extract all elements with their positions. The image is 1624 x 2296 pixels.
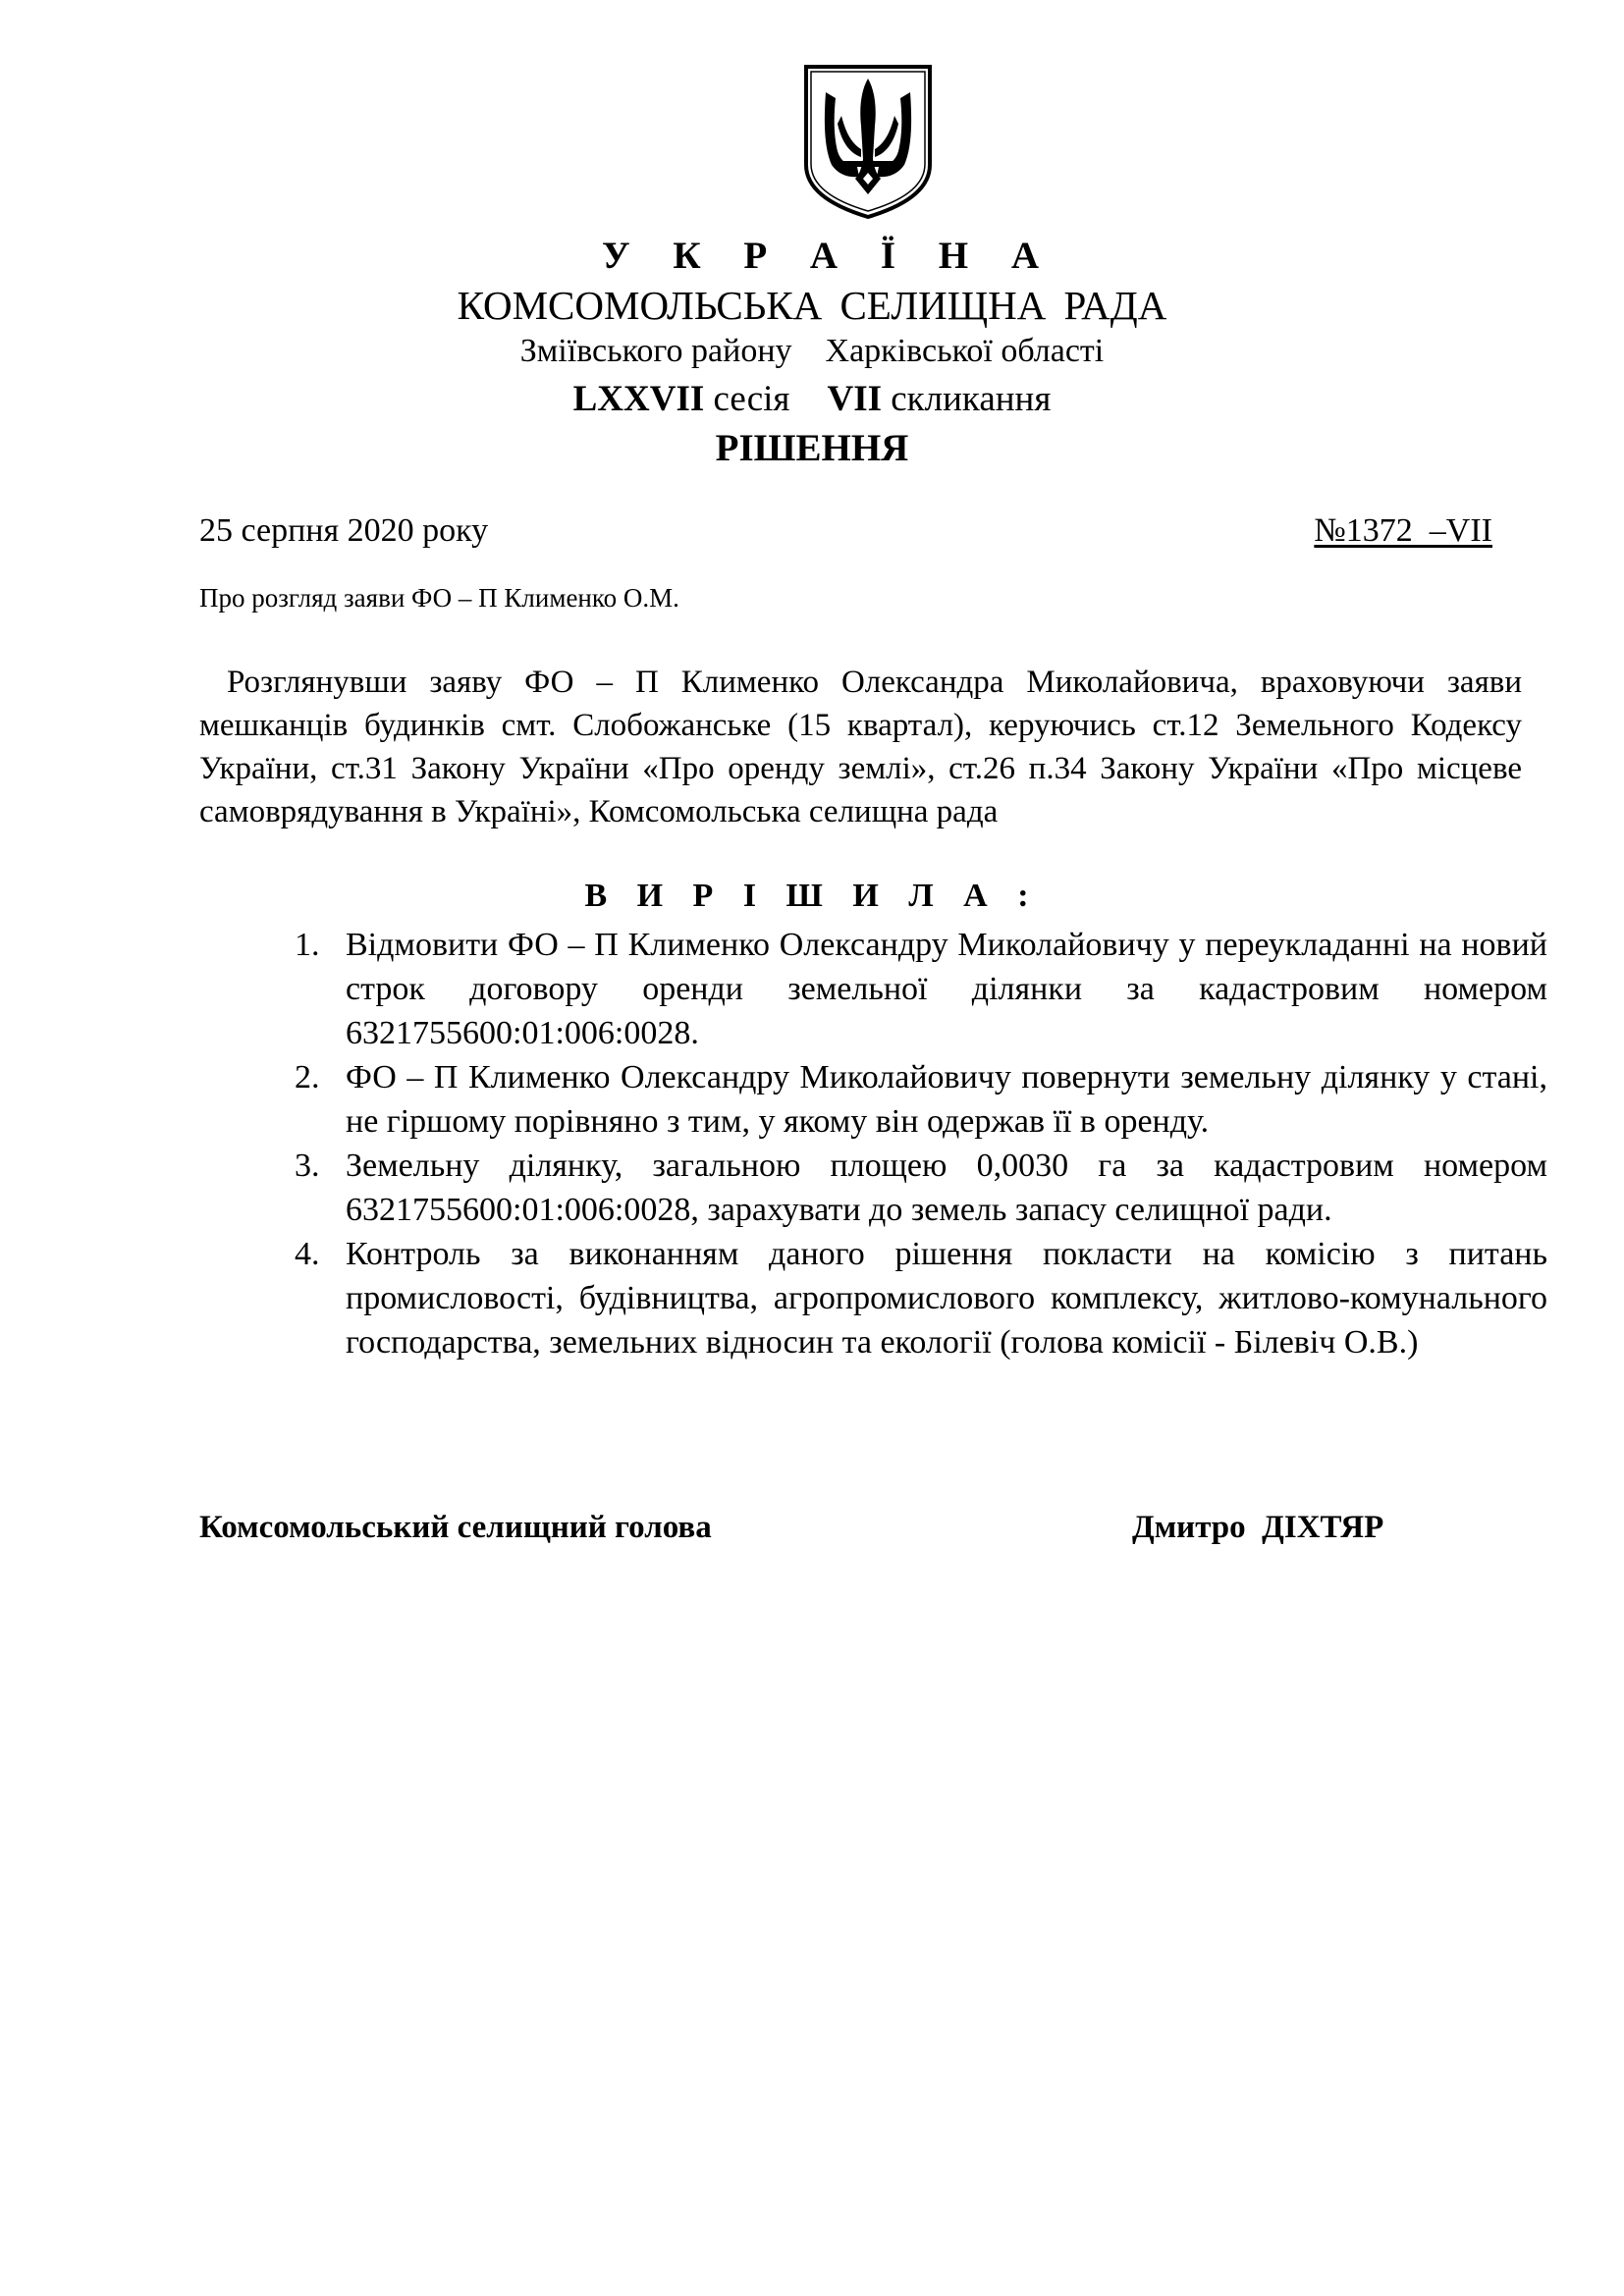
session-word: сесія: [713, 379, 790, 419]
item-number: 2.: [295, 1059, 320, 1095]
region-name: Харківської області: [825, 333, 1105, 369]
convocation-number: VII: [827, 379, 882, 419]
item-text: Контроль за виконанням даного рішення покласти на комісію з питань промисловості, будівництва, агропромислового комплексу, житлово-комунального господарства, земельних відносин та екології (голова комісії - Білевіч О.В.): [346, 1236, 1547, 1361]
decision-item: [295, 923, 1547, 1055]
item-text: Земельну ділянку, загальною площею 0,0030 га за кадастровим номером 6321755600:01:006:0028, зарахувати до земель запасу селищної ради.: [346, 1148, 1547, 1228]
item-number: 3.: [295, 1148, 320, 1184]
item-text: ФО – П Клименко Олександру Миколайовичу повернути земельну ділянку у стані, не гіршому порівняно з тим, у якому він одержав її в оренду.: [346, 1059, 1547, 1140]
country-title: У К Р А Ї Н А: [601, 235, 1056, 277]
session-line: [0, 381, 1624, 417]
decision-item: [295, 1055, 1547, 1144]
district-name: Зміївського району: [519, 333, 792, 369]
decision-number: №1372 –VII: [1314, 512, 1492, 549]
convocation-word: скликання: [891, 379, 1052, 419]
resolved-heading: В И Р І Ш И Л А :: [584, 878, 1040, 914]
council-name: КОМСОМОЛЬСЬКА СЕЛИЩНА РАДА: [457, 283, 1167, 328]
district-line: [0, 335, 1624, 368]
decision-item: [295, 1232, 1547, 1364]
session-number: LXXVII: [572, 379, 705, 419]
item-text: Відмовити ФО – П Клименко Олександру Миколайовичу у переукладанні на новий строк договору оренди земельної ділянки за кадастровим номером 6321755600:01:006:0028.: [346, 927, 1547, 1051]
signature-role: Комсомольський селищний голова: [199, 1510, 712, 1545]
item-number: 4.: [295, 1236, 320, 1272]
decision-items-list: [295, 923, 1547, 1364]
decision-item: [295, 1144, 1547, 1232]
decision-subject: Про розгляд заяви ФО – П Клименко О.М.: [199, 583, 679, 613]
document-type-title: РІШЕННЯ: [715, 427, 909, 469]
trident-coat-of-arms-icon: [802, 63, 934, 220]
decision-date: 25 серпня 2020 року: [199, 512, 489, 549]
signature-name: Дмитро ДІХТЯР: [1132, 1510, 1384, 1545]
item-number: 1.: [295, 927, 320, 963]
preamble-paragraph: Розглянувши заяву ФО – П Клименко Олександра Миколайовича, враховуючи заяви мешканців будинків смт. Слобожанське (15 квартал), керуючись ст.12 Земельного Кодексу України, ст.31 Закону України «Про оренду землі», ст.26 п.34 Закону України «Про місцеве самоврядування в Україні», Комсомольська селищна рада: [199, 665, 1522, 829]
